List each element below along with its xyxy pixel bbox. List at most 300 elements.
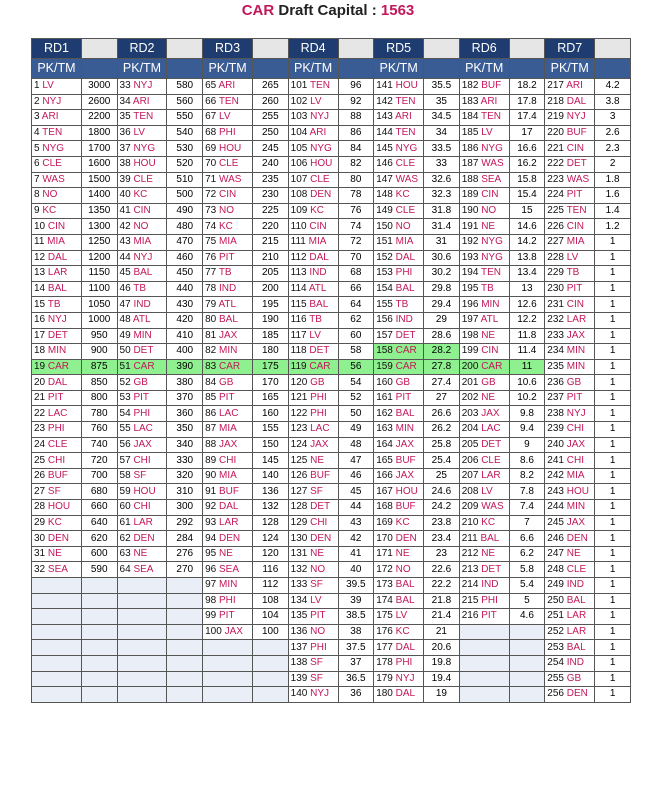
pick-number: 140 <box>290 688 311 700</box>
pick-cell <box>288 484 338 500</box>
pick-number: 214 <box>461 579 482 591</box>
pick-value: 240 <box>253 156 289 172</box>
pick-team: TB <box>133 283 147 295</box>
pick-team: KC <box>42 205 57 217</box>
pick-team: GB <box>310 376 325 388</box>
pick-team: LAR <box>47 267 68 279</box>
pick-team: DEN <box>47 532 70 544</box>
pick-number: 210 <box>461 516 482 528</box>
pick-number: 7 <box>34 173 43 185</box>
pick-team: DET <box>481 438 502 450</box>
pick-cell <box>32 344 82 360</box>
pick-team: TEN <box>42 127 63 139</box>
pick-number: 233 <box>547 329 567 341</box>
pick-cell <box>288 453 338 469</box>
pick-cell <box>374 172 424 188</box>
pick-team: ATL <box>218 298 237 310</box>
pick-number: 148 <box>376 189 396 201</box>
pick-team: PIT <box>47 392 64 404</box>
pick-number: 94 <box>205 532 219 544</box>
pick-number: 46 <box>119 283 134 295</box>
pick-team: NYG <box>310 142 332 154</box>
pick-team: MIN <box>133 329 152 341</box>
pick-team: CAR <box>47 360 70 372</box>
pick-cell <box>545 531 595 547</box>
value-header <box>424 59 460 79</box>
pick-team: CLE <box>47 438 68 450</box>
pick-number: 109 <box>290 205 311 217</box>
pick-value: 185 <box>253 328 289 344</box>
pick-number: 236 <box>547 376 567 388</box>
pick-value: 1 <box>595 624 631 640</box>
pick-cell <box>32 468 82 484</box>
pick-cell <box>32 359 82 375</box>
pick-team: HOU <box>219 142 242 154</box>
pick-value: 175 <box>253 359 289 375</box>
pick-number: 123 <box>290 423 311 435</box>
pick-cell <box>374 390 424 406</box>
table-row <box>32 390 631 406</box>
pick-cell <box>203 359 253 375</box>
pick-team: MIA <box>47 236 65 248</box>
pick-cell <box>32 281 82 297</box>
pick-value: 37 <box>338 655 374 671</box>
pick-value: 15.8 <box>509 172 545 188</box>
pick-team: HOU <box>47 501 71 513</box>
pick-team: BAL <box>395 594 415 606</box>
empty-cell <box>459 687 509 703</box>
pick-number: 155 <box>376 298 396 310</box>
pick-value: 1 <box>595 640 631 656</box>
table-row <box>32 344 631 360</box>
pick-cell <box>459 344 509 360</box>
pick-value: 1 <box>595 687 631 703</box>
pick-cell <box>32 94 82 110</box>
pick-number: 180 <box>376 688 396 700</box>
pick-value: 1.4 <box>595 203 631 219</box>
pick-cell <box>545 468 595 484</box>
pick-team: LAC <box>481 423 501 435</box>
pick-team: LV <box>133 127 145 139</box>
pick-cell <box>545 344 595 360</box>
pick-value: 410 <box>167 328 203 344</box>
pick-value: 46 <box>338 468 374 484</box>
pick-number: 151 <box>376 236 396 248</box>
pick-value: 1 <box>595 406 631 422</box>
pick-number: 84 <box>205 376 219 388</box>
pick-value: 74 <box>338 219 374 235</box>
pick-number: 59 <box>119 485 134 497</box>
pick-team: PIT <box>481 610 497 622</box>
empty-cell <box>117 687 167 703</box>
pick-cell <box>117 484 167 500</box>
pick-team: NYJ <box>566 111 586 123</box>
pick-value: 1 <box>595 281 631 297</box>
pick-value: 6.2 <box>509 546 545 562</box>
pick-cell <box>203 453 253 469</box>
pick-team: JAX <box>219 438 238 450</box>
pick-team: PIT <box>310 610 326 622</box>
pick-number: 171 <box>376 548 396 560</box>
pick-cell <box>374 359 424 375</box>
pick-cell <box>117 125 167 141</box>
pick-team: SEA <box>219 563 240 575</box>
pick-cell <box>288 297 338 313</box>
pick-cell <box>203 484 253 500</box>
pick-number: 149 <box>376 205 396 217</box>
pick-value: 22.2 <box>424 578 460 594</box>
pick-value: 800 <box>81 390 117 406</box>
pick-number: 217 <box>547 80 567 92</box>
pick-cell <box>288 655 338 671</box>
pick-value: 190 <box>253 312 289 328</box>
pick-team: NYG <box>42 142 65 154</box>
pick-number: 143 <box>376 111 396 123</box>
round-header-7: RD7 <box>545 39 595 59</box>
pick-number: 77 <box>205 267 219 279</box>
pick-value: 245 <box>253 141 289 157</box>
pick-team: JAX <box>566 516 586 528</box>
pick-number: 207 <box>461 470 482 482</box>
empty-cell <box>203 655 253 671</box>
pick-value: 145 <box>253 453 289 469</box>
pick-number: 204 <box>461 423 482 435</box>
empty-cell <box>459 640 509 656</box>
pick-value: 330 <box>167 453 203 469</box>
empty-cell <box>167 609 203 625</box>
pick-team: MIA <box>566 236 585 248</box>
pick-number: 226 <box>547 220 567 232</box>
pick-number: 197 <box>461 314 481 326</box>
pk-tm-header: PK/TM <box>374 59 424 79</box>
pick-value: 140 <box>253 468 289 484</box>
pick-cell <box>545 437 595 453</box>
pick-team: TEN <box>309 80 330 92</box>
pick-value: 350 <box>167 422 203 438</box>
pick-team: CHI <box>133 501 151 513</box>
value-header <box>509 59 545 79</box>
pick-team: LAC <box>310 423 330 435</box>
pick-number: 170 <box>376 532 396 544</box>
pick-team: WAS <box>395 173 419 185</box>
round-header-gap <box>167 39 203 59</box>
pick-number: 83 <box>205 360 219 372</box>
pick-cell <box>459 141 509 157</box>
pick-cell <box>32 250 82 266</box>
pick-value: 2.3 <box>595 141 631 157</box>
pick-team: DET <box>133 345 154 357</box>
pick-value: 5.4 <box>509 578 545 594</box>
pick-number: 98 <box>205 594 219 606</box>
pick-number: 71 <box>205 173 219 185</box>
pick-team: GB <box>219 376 234 388</box>
pick-cell <box>374 500 424 516</box>
pick-cell <box>545 219 595 235</box>
pick-number: 193 <box>461 251 482 263</box>
pick-cell <box>288 234 338 250</box>
pick-value: 195 <box>253 297 289 313</box>
pick-value: 29.8 <box>424 281 460 297</box>
table-row <box>32 562 631 578</box>
pick-team: BUF <box>310 470 331 482</box>
pick-value: 26.2 <box>424 422 460 438</box>
pick-value: 180 <box>253 344 289 360</box>
pick-team: ATL <box>480 314 499 326</box>
pick-team: CLE <box>219 158 239 170</box>
pick-cell <box>288 125 338 141</box>
pick-value: 2.6 <box>595 125 631 141</box>
pick-team: CAR <box>219 360 241 372</box>
pick-value: 7.4 <box>509 500 545 516</box>
empty-cell <box>459 624 509 640</box>
pick-value: 720 <box>81 453 117 469</box>
pick-value: 62 <box>338 312 374 328</box>
pick-cell <box>203 437 253 453</box>
pick-value: 500 <box>167 188 203 204</box>
pick-value: 16.6 <box>509 141 545 157</box>
pick-number: 192 <box>461 236 482 248</box>
pick-value: 25.4 <box>424 453 460 469</box>
pick-value: 850 <box>81 375 117 391</box>
pick-team: TB <box>481 283 494 295</box>
pick-cell <box>459 281 509 297</box>
pick-cell <box>288 266 338 282</box>
pick-team: CIN <box>566 298 584 310</box>
pick-cell <box>203 500 253 516</box>
pick-cell <box>459 250 509 266</box>
table-row <box>32 188 631 204</box>
pick-team: MIN <box>219 579 238 591</box>
pick-number: 52 <box>119 376 134 388</box>
pick-team: CLE <box>310 173 330 185</box>
pick-cell <box>117 468 167 484</box>
empty-cell <box>167 593 203 609</box>
pick-team: PHI <box>219 127 236 139</box>
pick-cell <box>459 593 509 609</box>
pick-number: 202 <box>461 392 482 404</box>
pick-value: 24.6 <box>424 484 460 500</box>
pick-cell <box>288 515 338 531</box>
pick-team: TB <box>309 314 322 326</box>
pick-team: CLE <box>566 563 587 575</box>
pick-value: 1 <box>595 359 631 375</box>
pick-number: 80 <box>205 314 219 326</box>
pick-cell <box>203 344 253 360</box>
round-header-gap <box>338 39 374 59</box>
pick-cell <box>203 468 253 484</box>
pick-value: 155 <box>253 422 289 438</box>
pick-value: 23 <box>424 546 460 562</box>
pick-value: 1 <box>595 234 631 250</box>
pick-number: 161 <box>376 392 396 404</box>
pick-team: SF <box>310 485 323 497</box>
pick-value: 2 <box>595 156 631 172</box>
value-header <box>595 59 631 79</box>
pick-value: 215 <box>253 234 289 250</box>
pick-value: 660 <box>81 500 117 516</box>
pick-value: 39.5 <box>338 578 374 594</box>
pick-value: 430 <box>167 297 203 313</box>
pick-value: 5 <box>509 593 545 609</box>
pick-team: SF <box>133 470 147 482</box>
pick-number: 121 <box>290 392 311 404</box>
pick-number: 185 <box>461 127 482 139</box>
round-header-gap <box>509 39 545 59</box>
pick-number: 238 <box>547 407 567 419</box>
pick-cell <box>203 234 253 250</box>
pick-cell <box>545 422 595 438</box>
pick-cell <box>32 531 82 547</box>
pick-team: NE <box>133 548 148 560</box>
pick-number: 175 <box>376 610 396 622</box>
pick-cell <box>203 390 253 406</box>
empty-cell <box>509 687 545 703</box>
pick-cell <box>32 390 82 406</box>
pick-value: 6.6 <box>509 531 545 547</box>
pick-team: PIT <box>566 283 583 295</box>
pick-cell <box>117 312 167 328</box>
pick-value: 36 <box>338 687 374 703</box>
pick-value: 1 <box>595 671 631 687</box>
pick-value: 1050 <box>81 297 117 313</box>
pick-number: 247 <box>547 548 567 560</box>
pick-cell <box>288 110 338 126</box>
pick-value: 116 <box>253 562 289 578</box>
title-team: CAR <box>241 2 275 19</box>
pick-team: IND <box>219 283 237 295</box>
pick-number: 103 <box>290 111 311 123</box>
pick-team: NO <box>310 563 326 575</box>
pick-value: 9.4 <box>509 422 545 438</box>
pick-value: 21 <box>424 624 460 640</box>
pick-cell <box>545 593 595 609</box>
pick-number: 79 <box>205 298 219 310</box>
pick-team: TEN <box>566 205 587 217</box>
pick-cell <box>545 125 595 141</box>
pick-number: 229 <box>547 267 567 279</box>
pick-number: 190 <box>461 205 482 217</box>
pick-value: 14.2 <box>509 234 545 250</box>
round-header-5: RD5 <box>374 39 424 59</box>
pick-value: 590 <box>81 562 117 578</box>
empty-cell <box>459 671 509 687</box>
pick-value: 48 <box>338 437 374 453</box>
pick-team: PHI <box>310 392 327 404</box>
pick-cell <box>32 484 82 500</box>
pick-value: 23.8 <box>424 515 460 531</box>
empty-cell <box>203 640 253 656</box>
pick-number: 211 <box>461 532 481 544</box>
pick-number: 232 <box>547 314 567 326</box>
pick-cell <box>288 468 338 484</box>
pick-number: 228 <box>547 251 567 263</box>
pick-value: 82 <box>338 156 374 172</box>
pick-number: 203 <box>461 407 482 419</box>
pick-team: ARI <box>309 127 327 139</box>
pick-value: 600 <box>81 546 117 562</box>
pick-number: 245 <box>547 516 567 528</box>
pick-value: 480 <box>167 219 203 235</box>
pick-cell <box>545 500 595 516</box>
pick-number: 240 <box>547 438 567 450</box>
pick-value: 1800 <box>81 125 117 141</box>
pick-team: CAR <box>395 345 417 357</box>
pick-number: 135 <box>290 610 311 622</box>
pick-value: 78 <box>338 188 374 204</box>
pick-cell <box>374 484 424 500</box>
pick-value: 32.6 <box>424 172 460 188</box>
pick-team: ARI <box>480 95 498 107</box>
pick-value: 360 <box>167 406 203 422</box>
pick-number: 242 <box>547 470 567 482</box>
pick-team: LAC <box>47 407 68 419</box>
pick-cell <box>459 219 509 235</box>
pick-number: 27 <box>34 485 48 497</box>
pick-team: KC <box>219 220 233 232</box>
pick-number: 117 <box>290 329 310 341</box>
pick-team: LAR <box>566 610 587 622</box>
pick-cell <box>117 250 167 266</box>
pick-team: IND <box>566 657 584 669</box>
pick-team: KC <box>395 189 410 201</box>
pick-number: 146 <box>376 158 396 170</box>
pick-team: NYJ <box>310 688 330 700</box>
pick-value: 1500 <box>81 172 117 188</box>
pick-cell <box>117 359 167 375</box>
pick-number: 85 <box>205 392 219 404</box>
pick-team: GB <box>481 376 496 388</box>
pick-cell <box>545 453 595 469</box>
pick-cell <box>32 172 82 188</box>
pick-value: 37.5 <box>338 640 374 656</box>
pick-value: 84 <box>338 141 374 157</box>
pick-cell <box>374 562 424 578</box>
pick-cell <box>288 359 338 375</box>
empty-cell <box>509 624 545 640</box>
pick-number: 30 <box>34 532 48 544</box>
pick-value: 25 <box>424 468 460 484</box>
pick-number: 31 <box>34 548 48 560</box>
pick-cell <box>374 79 424 95</box>
pick-number: 10 <box>34 220 48 232</box>
pick-team: IND <box>566 579 584 591</box>
pick-team: NE <box>310 548 325 560</box>
pick-number: 104 <box>290 127 310 139</box>
pick-cell <box>288 203 338 219</box>
pick-number: 1 <box>34 80 43 92</box>
pick-number: 105 <box>290 142 311 154</box>
pick-value: 8.6 <box>509 453 545 469</box>
round-header-gap <box>424 39 460 59</box>
pick-cell <box>117 156 167 172</box>
pick-number: 142 <box>376 95 396 107</box>
pick-cell <box>459 562 509 578</box>
pk-tm-header: PK/TM <box>288 59 338 79</box>
pick-value: 25.8 <box>424 437 460 453</box>
pick-cell <box>117 515 167 531</box>
empty-cell <box>509 640 545 656</box>
pick-team: PIT <box>395 392 412 404</box>
pick-value: 15 <box>509 203 545 219</box>
pick-cell <box>459 328 509 344</box>
pick-team: NE <box>566 548 581 560</box>
pick-number: 128 <box>290 501 311 513</box>
pick-cell <box>117 531 167 547</box>
pick-value: 33 <box>424 156 460 172</box>
pick-team: LV <box>481 485 493 497</box>
pick-team: ARI <box>132 95 150 107</box>
pick-cell <box>459 546 509 562</box>
